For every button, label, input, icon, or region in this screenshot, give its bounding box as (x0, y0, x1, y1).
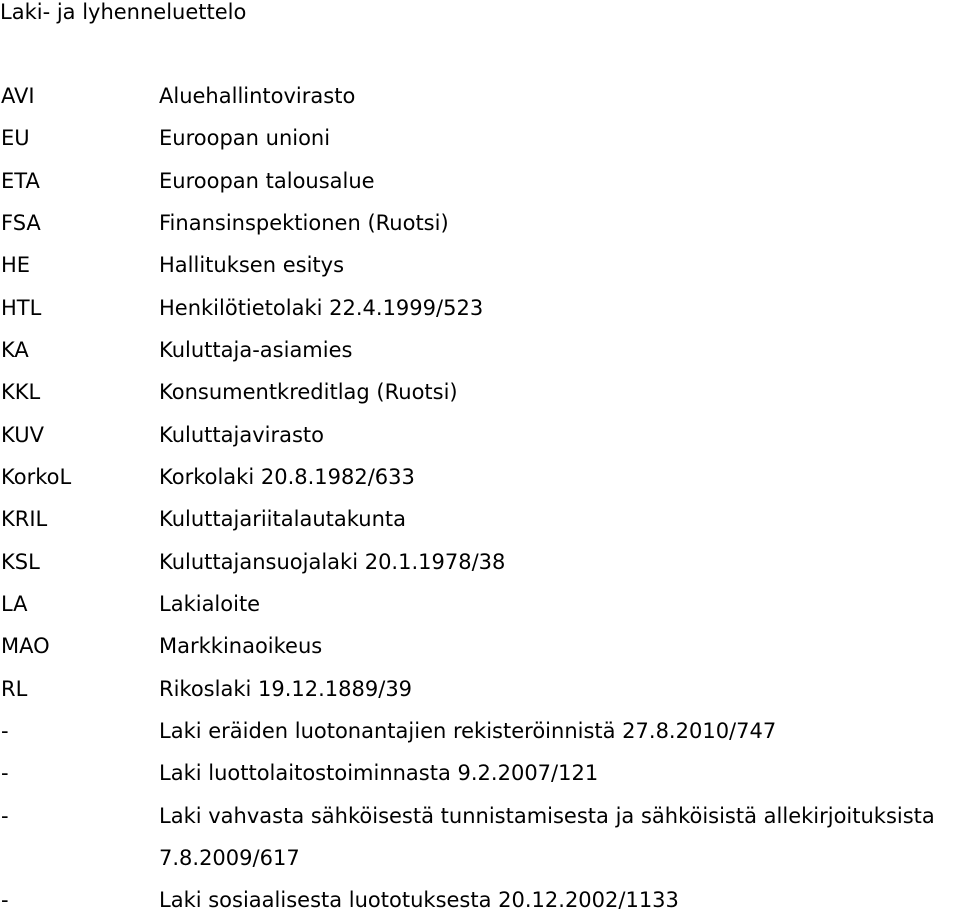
list-item (0, 752, 960, 794)
list-item (0, 625, 960, 667)
abbreviation: AVI (1, 84, 35, 108)
law-title: Laki luottolaitostoiminnasta 9.2.2007/121 (159, 761, 599, 786)
list-item (0, 117, 960, 159)
abbreviation-description: Finansinspektionen (Ruotsi) (159, 210, 449, 235)
law-title: Laki eräiden luotonantajien rekisteröinnistä 27.8.2010/747 (159, 718, 777, 743)
abbreviation: KKL (1, 380, 41, 405)
abbreviation: EU (1, 126, 30, 151)
abbreviation-description: Lakialoite (159, 591, 261, 616)
list-item (0, 879, 960, 921)
abbreviation-description: Kuluttajavirasto (159, 422, 325, 447)
abbreviation-description: Euroopan unioni (159, 126, 331, 151)
abbreviation: KRIL (1, 507, 48, 532)
list-dash: - (1, 803, 9, 828)
abbreviation: KA (1, 337, 29, 362)
abbreviation: KSL (1, 549, 40, 574)
abbreviation-list (0, 75, 960, 922)
list-item (0, 287, 960, 329)
list-item (0, 329, 960, 371)
abbreviation: KorkoL (1, 464, 72, 489)
abbreviation-description: Aluehallintovirasto (159, 84, 356, 108)
list-item (0, 244, 960, 286)
list-item (0, 414, 960, 456)
abbreviation: ETA (1, 168, 40, 193)
abbreviation-description: Henkilötietolaki 22.4.1999/523 (159, 295, 484, 320)
list-item (0, 795, 960, 837)
list-item (0, 710, 960, 752)
abbreviation-description: Kuluttajansuojalaki 20.1.1978/38 (159, 549, 506, 574)
list-dash: - (1, 888, 9, 913)
abbreviation: FSA (1, 210, 41, 235)
abbreviation-description: Euroopan talousalue (159, 168, 375, 193)
abbreviation: KUV (1, 422, 44, 447)
abbreviation-description: Markkinaoikeus (159, 634, 323, 659)
law-title: Laki vahvasta sähköisestä tunnistamisesta ja sähköisistä allekirjoituksista (159, 803, 935, 828)
abbreviation: RL (1, 676, 28, 701)
abbreviation-description: Kuluttajariitalautakunta (159, 507, 406, 532)
abbreviation-description: Rikoslaki 19.12.1889/39 (159, 676, 413, 701)
list-item (0, 668, 960, 710)
abbreviation: HE (1, 253, 31, 278)
abbreviation-description: Hallituksen esitys (159, 253, 345, 278)
list-item (0, 75, 960, 117)
list-item (0, 583, 960, 625)
list-dash: - (1, 761, 9, 786)
abbreviation: MAO (1, 634, 50, 659)
page-title: Laki- ja lyhenneluettelo (0, 0, 247, 24)
list-item (0, 371, 960, 413)
abbreviation: HTL (1, 295, 42, 320)
abbreviation: LA (1, 591, 28, 616)
list-item-continuation (0, 837, 960, 879)
law-title-continuation: 7.8.2009/617 (159, 845, 300, 870)
list-dash: - (1, 718, 9, 743)
list-item (0, 456, 960, 498)
list-item (0, 541, 960, 583)
list-item (0, 498, 960, 540)
list-item (0, 202, 960, 244)
abbreviation-description: Kuluttaja-asiamies (159, 337, 353, 362)
law-title: Laki sosiaalisesta luototuksesta 20.12.2002/1133 (159, 888, 679, 913)
abbreviation-description: Korkolaki 20.8.1982/633 (159, 464, 415, 489)
abbreviation-description: Konsumentkreditlag (Ruotsi) (159, 380, 458, 405)
list-item (0, 160, 960, 202)
